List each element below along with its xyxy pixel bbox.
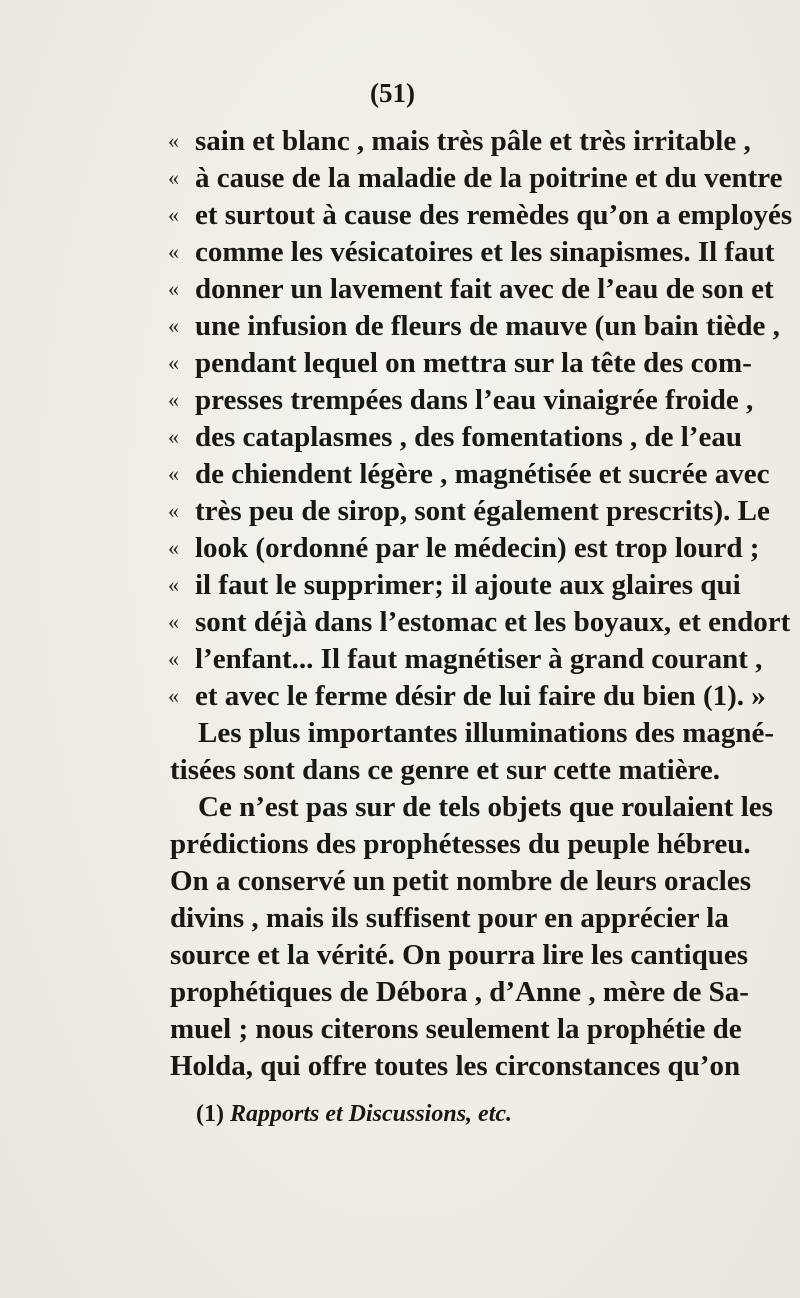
quoted-line-text: à cause de la maladie de la poitrine et du ventre (195, 162, 783, 194)
paragraph-line (0, 862, 800, 900)
paragraph-line-text: tisées sont dans ce genre et sur cette matière. (170, 754, 721, 786)
page-number: (51) (370, 78, 415, 108)
quoted-line-text: il faut le supprimer; il ajoute aux glaires qui (195, 569, 741, 601)
quoted-line-text: une infusion de fleurs de mauve (un bain tiède , (195, 310, 780, 342)
paragraph-line (0, 1010, 800, 1048)
quoted-line (0, 640, 800, 678)
quoted-line (0, 344, 800, 382)
quoted-line (0, 233, 800, 271)
guillemet: « (168, 165, 179, 190)
quoted-line-text: et surtout à cause des remèdes qu’on a employés (195, 199, 793, 231)
paragraph-line-text: Les plus importantes illuminations des magné- (198, 717, 775, 749)
paragraph-line (0, 751, 800, 789)
guillemet: « (168, 387, 179, 412)
quoted-line (0, 196, 800, 234)
guillemet: « (168, 461, 179, 486)
quoted-line (0, 159, 800, 197)
footnote (196, 1101, 512, 1128)
quoted-line (0, 455, 800, 493)
guillemet: « (168, 202, 179, 227)
quoted-line-text: donner un lavement fait avec de l’eau de son et (195, 273, 774, 305)
footnote-text: Rapports et Discussions, etc. (229, 1101, 513, 1127)
guillemet: « (168, 683, 179, 708)
guillemet: « (168, 535, 179, 560)
quoted-line-text: look (ordonné par le médecin) est trop lourd ; (195, 532, 760, 564)
guillemet: « (168, 239, 179, 264)
quoted-line-text: comme les vésicatoires et les sinapismes. Il faut (195, 236, 775, 268)
quoted-line (0, 381, 800, 419)
quoted-line (0, 603, 800, 641)
quoted-line-text: et avec le ferme désir de lui faire du bien (1). » (195, 680, 766, 712)
quoted-line (0, 529, 800, 567)
quoted-line-text: pendant lequel on mettra sur la tête des com- (195, 347, 752, 379)
guillemet: « (168, 276, 179, 301)
footnote-marker: (1) (196, 1101, 224, 1127)
guillemet: « (168, 609, 179, 634)
paragraph-line (0, 825, 800, 863)
quoted-line-text: de chiendent légère , magnétisée et sucrée avec (195, 458, 770, 490)
paragraph-line-text: On a conservé un petit nombre de leurs oracles (170, 865, 752, 897)
paragraph-line (0, 714, 800, 752)
guillemet: « (168, 128, 179, 153)
guillemet: « (168, 498, 179, 523)
quoted-line (0, 418, 800, 456)
paragraph-line (0, 973, 800, 1011)
quoted-line (0, 677, 800, 715)
quoted-line (0, 492, 800, 530)
paragraph-line-text: muel ; nous citerons seulement la prophétie de (170, 1013, 742, 1045)
quoted-line-text: l’enfant... Il faut magnétiser à grand courant , (195, 643, 763, 675)
quoted-line (0, 566, 800, 604)
guillemet: « (168, 313, 179, 338)
paragraph-line-text: Ce n’est pas sur de tels objets que roulaient les (198, 791, 773, 823)
quoted-line-text: presses trempées dans l’eau vinaigrée froide , (195, 384, 754, 416)
guillemet: « (168, 350, 179, 375)
paragraph-line-text: prophétiques de Débora , d’Anne , mère de Sa- (170, 976, 749, 1008)
paragraph-line-text: divins , mais ils suffisent pour en apprécier la (170, 902, 729, 934)
paragraph-line (0, 899, 800, 937)
paragraph-line (0, 936, 800, 974)
guillemet: « (168, 424, 179, 449)
quoted-line (0, 122, 800, 160)
paragraph-line-text: prédictions des prophétesses du peuple hébreu. (170, 828, 751, 860)
guillemet: « (168, 646, 179, 671)
quoted-line-text: très peu de sirop, sont également prescrits). Le (195, 495, 770, 527)
quoted-line (0, 270, 800, 308)
quoted-line-text: sont déjà dans l’estomac et les boyaux, et endort (195, 606, 791, 638)
paragraph-line (0, 788, 800, 826)
guillemet: « (168, 572, 179, 597)
quoted-line-text: des cataplasmes , des fomentations , de l’eau (195, 421, 742, 453)
quoted-line (0, 307, 800, 345)
quoted-line-text: sain et blanc , mais très pâle et très irritable , (195, 125, 751, 157)
paragraph-line-text: Holda, qui offre toutes les circonstances qu’on (170, 1050, 741, 1082)
paragraph-line-text: source et la vérité. On pourra lire les cantiques (170, 939, 749, 971)
paragraph-line (0, 1047, 800, 1085)
